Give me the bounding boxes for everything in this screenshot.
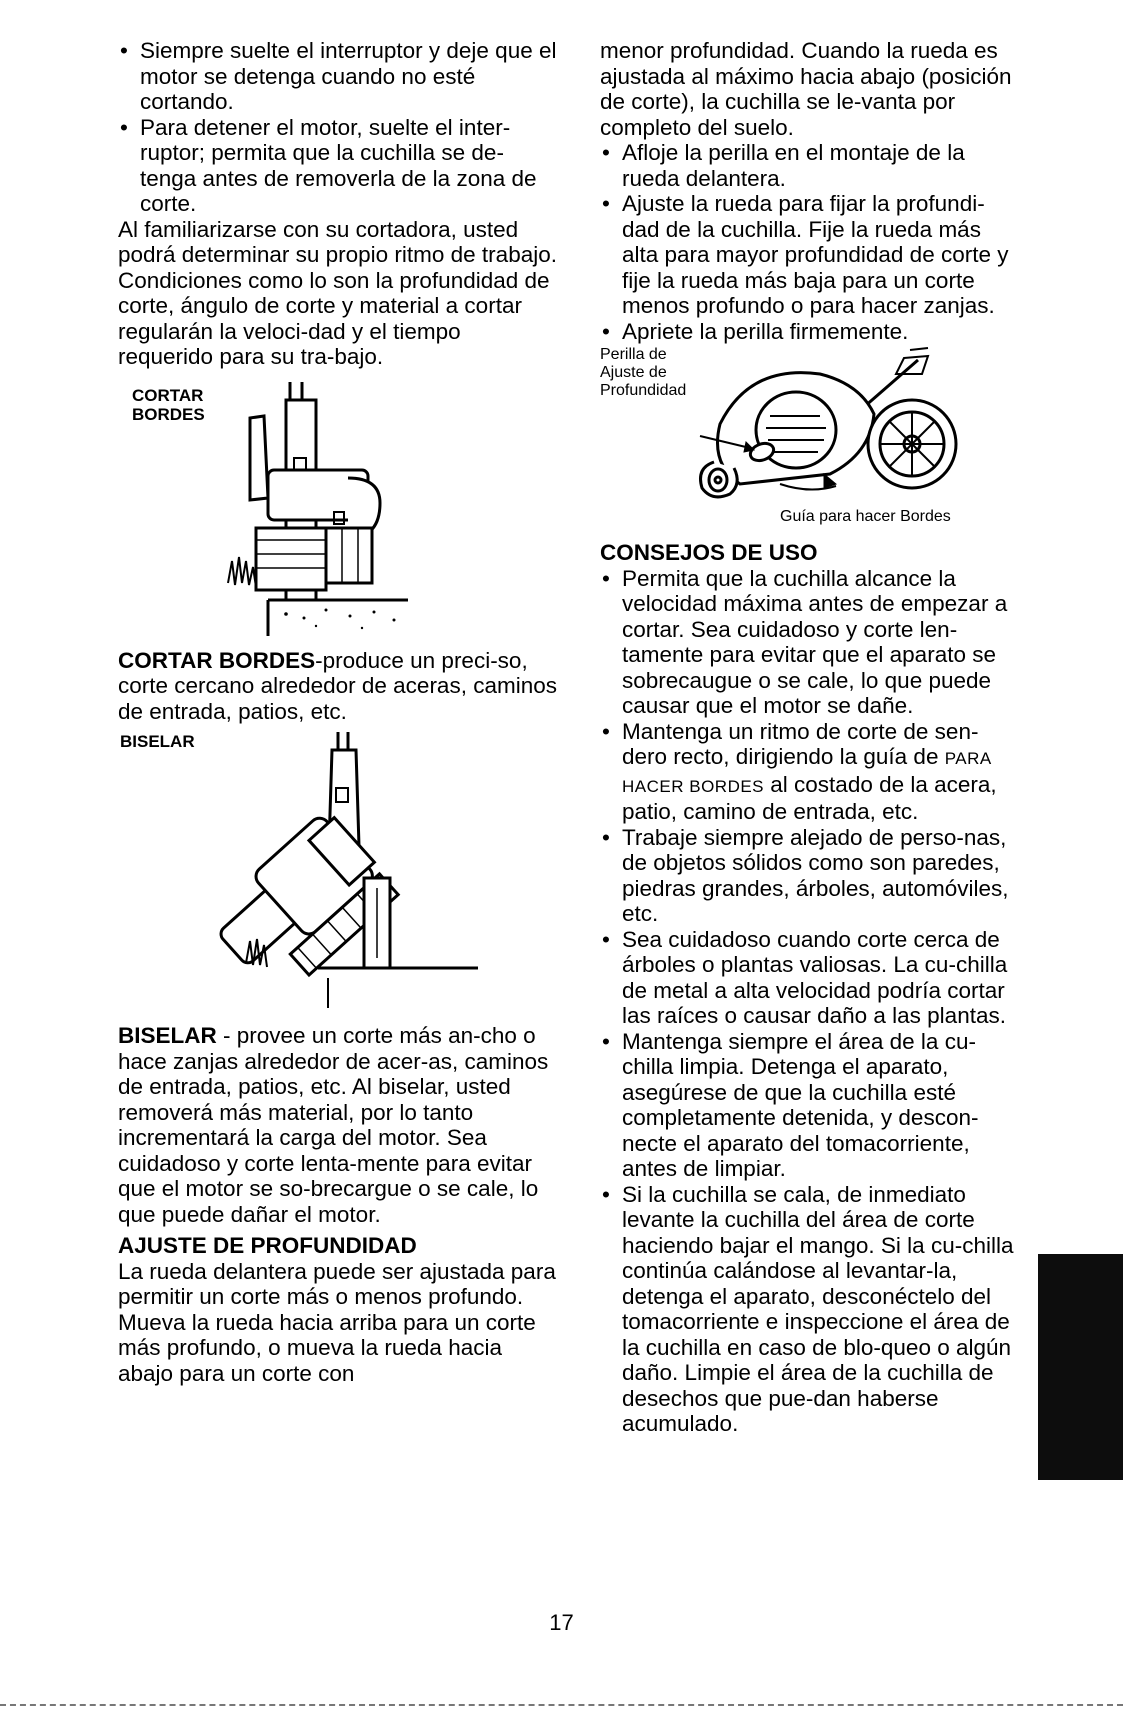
edging-guide-caption: Guía para hacer Bordes <box>780 508 951 525</box>
intro-paragraph: Al familiarizarse con su cortadora, usted podrá determinar su propio ritmo de trabajo. Condiciones como lo son la profundidad de corte, ángulo de corte y material a cortar regularán la veloci-dad y el tiempo requerido para su tra-bajo. <box>118 216 557 369</box>
tip-keep-clean: • Mantenga siempre el área de la cu-chilla limpia. Detenga el aparato, asegúrese de que la cuchilla esté completamente detenida, y descon-necte el aparato del tomacorriente, antes de limpiar. <box>600 1029 1020 1182</box>
depth-adjust-continued: menor profundidad. Cuando la rueda es ajustada al máximo hacia abajo (posición de corte), la cuchilla se le-vanta por completo del suelo. <box>600 38 1012 140</box>
edging-label-line1: CORTAR <box>132 385 204 405</box>
bevel-text: - provee un corte más an-cho o hace zanjas alrededor de acer-as, caminos de entrada, patios, etc. Al biselar, usted removerá más material, por lo tanto incrementará la carga del motor. Sea cuidadoso y corte lenta-mente para evitar que el motor se so-brecargue o se cale, lo que puede dañar el motor. <box>118 1023 549 1227</box>
bevel-description <box>118 1023 558 1227</box>
edging-term: CORTAR BORDES <box>118 647 316 673</box>
bevel-illustration <box>188 728 508 1023</box>
depth-adjust-heading: AJUSTE DE PROFUNDIDAD <box>118 1233 417 1258</box>
edging-description <box>118 648 558 725</box>
knob-label-line1: Perilla de <box>600 346 667 363</box>
bevel-figure <box>118 728 558 1023</box>
tips-list <box>600 566 1020 1437</box>
bullet-loosen-knob: • Afloje la perilla en el montaje de la rueda delantera. <box>600 140 1020 191</box>
edging-label-line2: BORDES <box>132 404 205 424</box>
bullet-stop-motor: • Para detener el motor, suelte el inter-ruptor; permita que la cuchilla se de-tenga antes de removerla de la zona de corte. <box>118 115 558 217</box>
tip2-caps: PARA HACER BORDES <box>622 749 991 796</box>
edging-figure <box>118 378 558 648</box>
tips-heading: CONSEJOS DE USO <box>600 540 818 565</box>
right-column <box>600 38 1020 1437</box>
edging-text: -produce un preci-so, corte cercano alrededor de aceras, caminos de entrada, patios, etc. <box>118 647 557 724</box>
tip2-text-b: al costado de la acera, patio, camino de entrada, etc. <box>622 771 997 824</box>
bullet-release-switch: • Siempre suelte el interruptor y deje que el motor se detenga cuando no esté cortando. <box>118 38 558 115</box>
knob-label-line2: Ajuste de <box>600 364 667 381</box>
edging-illustration <box>198 378 498 648</box>
depth-knob-figure <box>600 344 1020 534</box>
tip2-text-a: Mantenga un ritmo de corte de sen-dero recto, dirigiendo la guía de <box>622 718 979 769</box>
tip-trees-plants: • Sea cuidadoso cuando corte cerca de árboles o plantas valiosas. La cu-chilla de metal a alta velocidad podría cortar las raíces o causar daño a las plantas. <box>600 927 1020 1029</box>
page-number: 17 <box>549 1610 574 1635</box>
bottom-rule <box>0 1704 1123 1706</box>
tip-straight-path <box>600 719 1020 825</box>
bevel-term: BISELAR <box>118 1023 217 1048</box>
bullet-tighten-knob: • Apriete la perilla firmemente. <box>600 319 1020 345</box>
bevel-label: BISELAR <box>120 732 195 751</box>
knob-label-line3: Profundidad <box>600 382 687 399</box>
tip-full-speed: • Permita que la cuchilla alcance la velocidad máxima antes de empezar a cortar. Sea cuidadoso y corte len-tamente para evitar que el aparato se sobrecaugue o se cale, lo que puede causar que el motor se dañe. <box>600 566 1020 719</box>
tip-work-away: • Trabaje siempre alejado de perso-nas, de objetos sólidos como son paredes, piedras grandes, árboles, automóviles, etc. <box>600 825 1020 927</box>
wheel-illustration <box>660 344 980 504</box>
bullet-adjust-wheel: • Ajuste la rueda para fijar la profundi-dad de la cuchilla. Fije la rueda más alta para mayor profundidad de corte y fije la rueda más baja para un corte menos profundo o para hacer zanjas. <box>600 191 1020 319</box>
depth-adjust-text: La rueda delantera puede ser ajustada para permitir un corte más o menos profundo. Mueva la rueda hacia arriba para un corte más profundo, o mueva la rueda hacia abajo para un corte con <box>118 1258 556 1386</box>
depth-bullets <box>600 140 1020 344</box>
tip-blade-stalls: • Si la cuchilla se cala, de inmediato levante la cuchilla del área de corte haciendo bajar el mango. Si la cu-chilla continúa calándose al levantar-la, detenga el aparato, desconéctelo del tomacorriente e inspeccione el área de la cuchilla en caso de blo-queo o algún daño. Limpie el área de la cuchilla de desechos que pue-dan haberse acumulado. <box>600 1182 1020 1437</box>
section-thumb-tab <box>1038 1254 1123 1480</box>
left-column <box>118 38 558 1386</box>
safety-bullets <box>118 38 558 217</box>
